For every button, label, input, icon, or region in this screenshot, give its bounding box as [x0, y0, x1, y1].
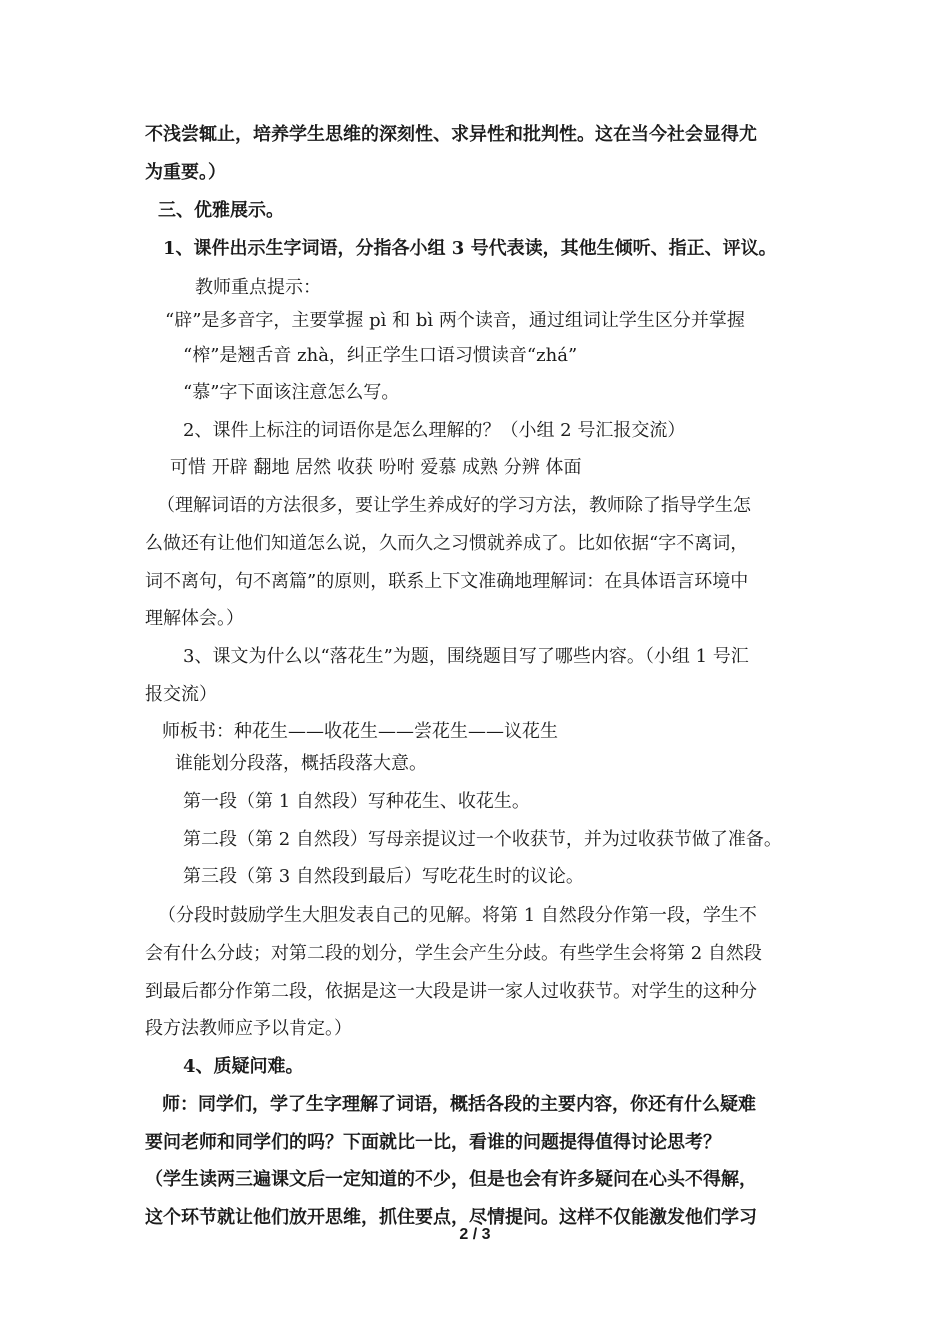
text-line: 理解体会。）	[145, 608, 244, 629]
text-line: “辟”是多音字，主要掌握 pì 和 bì 两个读音，通过组词让学生区分并掌握	[165, 310, 745, 331]
section-heading: 三、优雅展示。	[158, 200, 284, 221]
text-line: （分段时鼓励学生大胆发表自己的见解。将第 1 自然段分作第一段，学生不	[158, 905, 757, 926]
text-line: 会有什么分歧；对第二段的划分，学生会产生分歧。有些学生会将第 2 自然段	[145, 943, 762, 964]
text-line: 第一段（第 1 自然段）写种花生、收花生。	[183, 791, 530, 812]
text-line: 3、课文为什么以“落花生”为题，围绕题目写了哪些内容。（小组 1 号汇	[183, 646, 749, 667]
text-line: 词不离句，句不离篇”的原则，联系上下文准确地理解词：在具体语言环境中	[145, 571, 749, 592]
text-line: 2、课件上标注的词语你是怎么理解的？（小组 2 号汇报交流）	[183, 420, 686, 441]
text-line: 报交流）	[145, 684, 217, 705]
text-line: 1、课件出示生字词语，分指各小组 3 号代表读，其他生倾听、指正、评议。	[163, 238, 777, 259]
text-line: （学生读两三遍课文后一定知道的不少，但是也会有许多疑问在心头不得解，	[145, 1169, 757, 1190]
text-line: 为重要。）	[145, 162, 226, 183]
page-number: 2 / 3	[459, 1226, 491, 1243]
text-line: 到最后都分作第二段，依据是这一大段是讲一家人过收获节。对学生的这种分	[145, 981, 757, 1002]
text-line: 不浅尝辄止，培养学生思维的深刻性、求异性和批判性。这在当今社会显得尤	[145, 124, 757, 145]
text-line: “慕”字下面该注意怎么写。	[183, 382, 400, 403]
text-line: 师：同学们，学了生字理解了词语，概括各段的主要内容，你还有什么疑难	[162, 1094, 756, 1115]
text-line: 么做还有让他们知道怎么说，久而久之习惯就养成了。比如依据“字不离词，	[145, 533, 749, 554]
vocabulary-list: 可惜 开辟 翻地 居然 收获 吩咐 爱慕 成熟 分辨 体面	[170, 457, 582, 478]
text-line: 师板书：种花生——收花生——尝花生——议花生	[162, 721, 558, 742]
text-line: 第三段（第 3 自然段到最后）写吃花生时的议论。	[183, 866, 584, 887]
section-heading: 4、质疑问难。	[183, 1056, 304, 1077]
text-line: 第二段（第 2 自然段）写母亲提议过一个收获节，并为过收获节做了准备。	[183, 829, 782, 850]
text-line: 谁能划分段落，概括段落大意。	[175, 753, 427, 774]
text-line: “榨”是翘舌音 zhà，纠正学生口语习惯读音“zhá”	[183, 345, 578, 366]
text-line: （理解词语的方法很多，要让学生养成好的学习方法，教师除了指导学生怎	[157, 495, 751, 516]
text-line: 这个环节就让他们放开思维，抓住要点，尽情提问。这样不仅能激发他们学习	[145, 1207, 757, 1228]
text-line: 要问老师和同学们的吗？下面就比一比，看谁的问题提得值得讨论思考？	[145, 1132, 721, 1153]
text-line: 教师重点提示：	[195, 277, 321, 298]
text-line: 段方法教师应予以肯定。）	[145, 1018, 352, 1039]
